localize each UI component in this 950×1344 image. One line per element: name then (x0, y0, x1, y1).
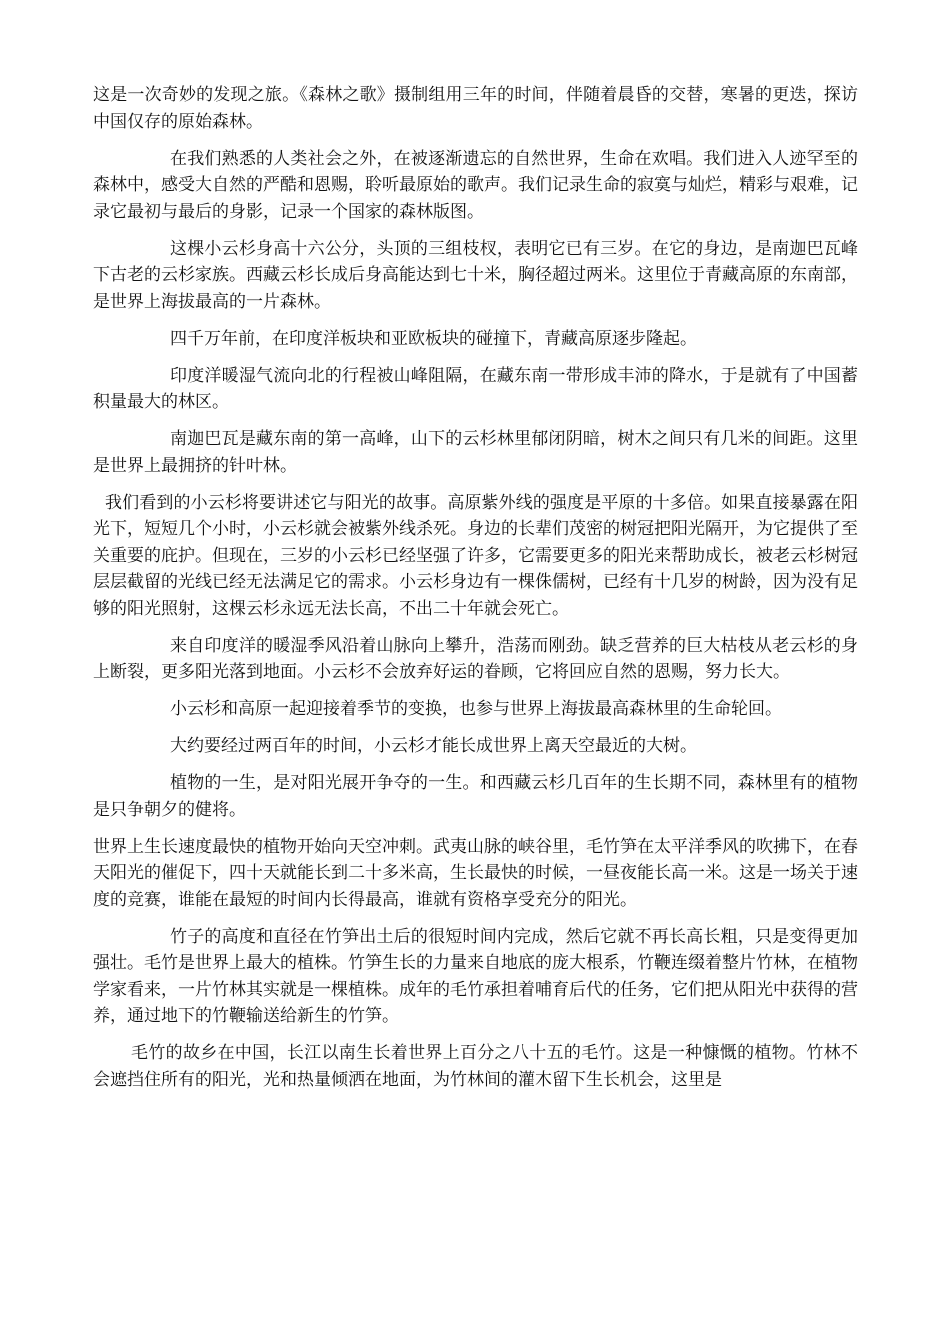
paragraph-9: 小云杉和高原一起迎接着季节的变换，也参与世界上海拔最高森林里的生命轮回。 (170, 699, 782, 719)
paragraph-7: 我们看到的小云杉将要讲述它与阳光的故事。高原紫外线的强度是平原的十多倍。如果直接暴露在阳光下，短短几个小时，小云杉就会被紫外线杀死。身边的长辈们茂密的树冠把阳光隔开，为它提供了至关重要的庇护。但现在，三岁的小云杉已经坚强了许多，它需要更多的阳光来帮助成长，被老云杉树冠层层截留的光线已经无法满足它的需求。小云杉身边有一棵侏儒树，已经有十几岁的树龄，因为没有足够的阳光照射，这棵云杉永远无法长高，不出二十年就会死亡。 (93, 492, 858, 619)
paragraph-1: 这是一次奇妙的发现之旅。《森林之歌》摄制组用三年的时间，伴随着晨昏的交替，寒暑的更迭，探访中国仅存的原始森林。 (93, 85, 858, 132)
paragraph-10: 大约要经过两百年的时间，小云杉才能长成世界上离天空最近的大树。 (170, 736, 697, 756)
paragraph-8: 来自印度洋的暖湿季风沿着山脉向上攀升，浩荡而刚劲。缺乏营养的巨大枯枝从老云杉的身上断裂，更多阳光落到地面。小云杉不会放弃好运的眷顾，它将回应自然的恩赐，努力长大。 (93, 635, 858, 682)
paragraph-13: 竹子的高度和直径在竹笋出土后的很短时间内完成，然后它就不再长高长粗，只是变得更加强壮。毛竹是世界上最大的植株。竹笋生长的力量来自地底的庞大根系，竹鞭连缀着整片竹林，在植物学家看来，一片竹林其实就是一棵植株。成年的毛竹承担着哺育后代的任务，它们把从阳光中获得的营养，通过地下的竹鞭输送给新生的竹笋。 (93, 926, 858, 1026)
paragraph-5: 印度洋暖湿气流向北的行程被山峰阻隔，在藏东南一带形成丰沛的降水，于是就有了中国蓄积量最大的林区。 (93, 365, 858, 412)
paragraph-14: 毛竹的故乡在中国，长江以南生长着世界上百分之八十五的毛竹。这是一种慷慨的植物。竹林不会遮挡住所有的阳光，光和热量倾洒在地面，为竹林间的灌木留下生长机会，这里是 (93, 1043, 858, 1090)
paragraph-2: 在我们熟悉的人类社会之外，在被逐渐遗忘的自然世界，生命在欢唱。我们进入人迹罕至的森林中，感受大自然的严酷和恩赐，聆听最原始的歌声。我们记录生命的寂寞与灿烂，精彩与艰难，记录它最初与最后的身影，记录一个国家的森林版图。 (93, 148, 858, 222)
document-body (93, 82, 858, 1104)
paragraph-6: 南迦巴瓦是藏东南的第一高峰，山下的云杉林里郁闭阴暗，树木之间只有几米的间距。这里是世界上最拥挤的针叶林。 (93, 429, 858, 476)
paragraph-12: 世界上生长速度最快的植物开始向天空冲刺。武夷山脉的峡谷里，毛竹笋在太平洋季风的吹拂下，在春天阳光的催促下，四十天就能长到二十多米高，生长最快的时候，一昼夜能长高一米。这是一场关于速度的竞赛，谁能在最短的时间内长得最高，谁就有资格享受充分的阳光。 (93, 836, 858, 910)
paragraph-3: 这棵小云杉身高十六公分，头顶的三组枝杈，表明它已有三岁。在它的身边，是南迦巴瓦峰下古老的云杉家族。西藏云杉长成后身高能达到七十米，胸径超过两米。这里位于青藏高原的东南部，是世界上海拔最高的一片森林。 (93, 238, 858, 312)
paragraph-11: 植物的一生，是对阳光展开争夺的一生。和西藏云杉几百年的生长期不同，森林里有的植物是只争朝夕的健将。 (93, 773, 858, 820)
paragraph-4: 四千万年前，在印度洋板块和亚欧板块的碰撞下，青藏高原逐步隆起。 (170, 328, 697, 349)
